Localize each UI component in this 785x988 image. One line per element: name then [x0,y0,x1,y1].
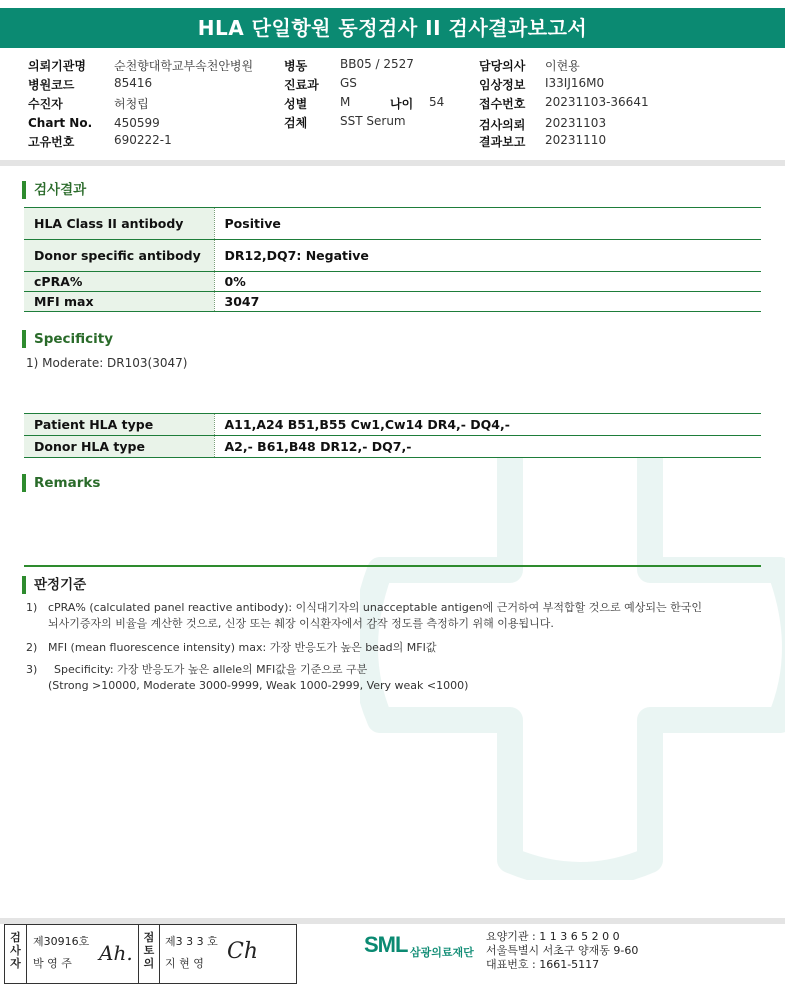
clinical-info-value: I33IJ16M0 [545,76,605,90]
institution-value: 순천향대학교부속천안병원 [114,59,254,73]
org-line: 대표번호 : 1661-5117 [486,958,600,971]
result-key: MFI max [24,292,214,312]
unique-no-label: 고유번호 [28,135,75,149]
hospital-code-label: 병원코드 [28,78,75,92]
hla-value: A2,- B61,B48 DR12,- DQ7,- [214,436,761,458]
sex-value: M [340,95,351,109]
org-info [486,930,638,972]
report-date-label: 결과보고 [479,135,526,149]
request-date-value: 20231103 [545,116,607,130]
specimen-value: SST Serum [340,114,406,128]
examiner-label [5,925,27,983]
table-row [24,414,761,436]
confirmer-label-char: 의 [143,957,155,970]
age-value: 54 [429,95,445,109]
org-line: 서울특별시 서초구 양재동 9-60 [486,944,639,957]
hla-key: Donor HLA type [24,436,214,458]
examiner-signature: Ah. [99,941,133,965]
specificity-section-title: Specificity [22,330,113,348]
examiner-cell [33,925,141,983]
receipt-no-value: 20231103-36641 [545,95,649,109]
specificity-line: 1) Moderate: DR103(3047) [26,356,188,370]
doctor-label: 담당의사 [479,59,526,73]
result-key: Donor specific antibody [24,240,214,272]
result-value: Positive [214,208,761,240]
criteria-num: 1) [26,601,38,614]
criteria-num: 2) [26,641,38,654]
confirmer-no: 제3 3 3 호 [165,935,218,948]
examiner-label-char: 자 [10,957,21,970]
confirmer-label-char: 점 [143,931,155,944]
ward-label: 병동 [284,59,308,73]
examiner-label-char: 검 [10,931,21,944]
confirmer-name: 지 현 영 [165,957,204,970]
sex-label: 성별 [284,97,308,111]
confirmer-signature: Ch [227,939,259,964]
result-value: 0% [214,272,761,292]
age-label: 나이 [390,97,414,111]
org-name: 삼광의료재단 [410,946,474,959]
criteria-text: cPRA% (calculated panel reactive antibody): 이식대기자의 unacceptable antigen에 근거하여 부적합할 것으로 예상되는 한국인 [48,601,702,614]
unique-no-value: 690222-1 [114,133,172,147]
remarks-section-title: Remarks [22,474,100,492]
hla-key: Patient HLA type [24,414,214,436]
criteria-text: (Strong >10000, Moderate 3000-9999, Weak 1000-2999, Very weak <1000) [48,679,469,692]
criteria-section-title: 판정기준 [22,576,86,594]
request-date-label: 검사의뢰 [479,118,526,132]
institution-label: 의뢰기관명 [28,59,86,73]
org-line: 요양기관 : 1 1 3 6 5 2 0 0 [486,930,620,943]
result-value: 3047 [214,292,761,312]
patient-value: 허청립 [114,97,149,111]
confirmer-label-char: 토 [143,944,155,957]
table-row [24,436,761,458]
ward-value: BB05 / 2527 [340,57,414,71]
criteria-list [26,600,746,700]
result-key: cPRA% [24,272,214,292]
criteria-text: Specificity: 가장 반응도가 높은 allele의 MFI값을 기준으로 구분 [54,663,368,676]
receipt-no-label: 접수번호 [479,97,526,111]
table-row [24,208,761,240]
clinical-info-label: 임상정보 [479,78,526,92]
criteria-text: 뇌사기증자의 비율을 계산한 것으로, 신장 또는 췌장 이식환자에서 감작 정도를 측정하기 위해 이용됩니다. [48,617,554,630]
chart-no-value: 450599 [114,116,160,130]
patient-label: 수진자 [28,97,63,111]
result-key: HLA Class II antibody [24,208,214,240]
confirmer-label [138,925,160,983]
examiner-name: 박 영 주 [33,957,72,970]
chart-no-label: Chart No. [28,116,93,130]
doctor-value: 이현용 [545,59,580,73]
criteria-text: MFI (mean fluorescence intensity) max: 가장 반응도가 높은 bead의 MFI값 [48,641,437,654]
confirmer-cell [165,925,295,983]
examiner-no: 제30916호 [33,935,90,948]
report-date-value: 20231110 [545,133,607,147]
results-table [24,207,761,312]
criteria-num: 3) [26,663,38,676]
report-title: HLA 단일항원 동정검사 II 검사결과보고서 [0,8,785,48]
header-divider [0,160,785,166]
hla-value: A11,A24 B51,B55 Cw1,Cw14 DR4,- DQ4,- [214,414,761,436]
table-row [24,272,761,292]
results-section-title: 검사결과 [22,181,86,199]
department-value: GS [340,76,357,90]
examiner-label-char: 사 [10,944,21,957]
table-row [24,292,761,312]
hla-type-table [24,413,761,458]
remarks-divider [24,565,761,567]
header-info [0,0,785,160]
hospital-code-value: 85416 [114,76,153,90]
department-label: 진료과 [284,78,319,92]
sml-logo: SML [364,932,408,957]
table-row [24,240,761,272]
result-value: DR12,DQ7: Negative [214,240,761,272]
signature-box [4,924,297,984]
specimen-label: 검체 [284,116,308,130]
